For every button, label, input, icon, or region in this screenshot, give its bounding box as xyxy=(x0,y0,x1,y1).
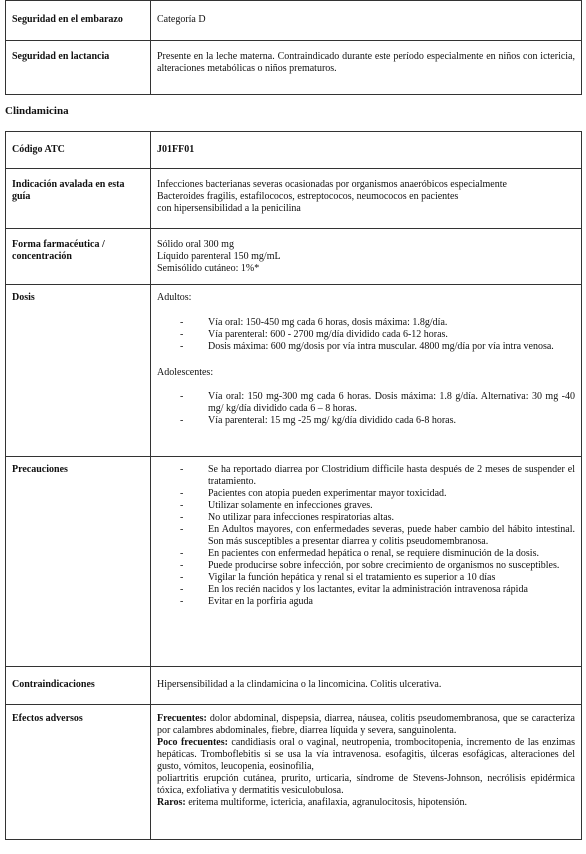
list-item: - Pacientes con atopia pueden experimentar mayor toxicidad. xyxy=(157,488,575,500)
efectos-value xyxy=(151,705,582,840)
dosis-label: Dosis xyxy=(6,285,151,457)
list-item: - Evitar en la porfiria aguda xyxy=(157,596,575,608)
raros-label: Raros: xyxy=(157,797,186,808)
list-item: - Vía parenteral: 15 mg -25 mg/ kg/día dividido cada 6-8 horas. xyxy=(157,415,575,427)
list-item: - Vía parenteral: 600 - 2700 mg/día dividido cada 6-12 horas. xyxy=(157,329,575,341)
poco-label: Poco frecuentes: xyxy=(157,737,228,748)
list-item: - Vía oral: 150-450 mg cada 6 horas, dosis máxima: 1.8g/día. xyxy=(157,317,575,329)
row-label-embarazo: Seguridad en el embarazo xyxy=(6,1,151,41)
adultos-list xyxy=(157,317,575,353)
forma-value xyxy=(151,229,582,285)
precauciones-list xyxy=(157,464,575,608)
list-item: - En los recién nacidos y los lactantes, evitar la administración intravenosa rápida xyxy=(157,584,575,596)
forma-line: Sólido oral 300 mg xyxy=(157,239,234,250)
forma-label xyxy=(6,229,151,285)
list-item: - En pacientes con enfermedad hepática o renal, se requiere disminución de la dosis. xyxy=(157,548,575,560)
atc-label: Código ATC xyxy=(6,132,151,169)
list-item: - Utilizar solamente en infecciones graves. xyxy=(157,500,575,512)
raros-text: eritema multiforme, ictericia, anafilaxia, agranulocitosis, hipotensión. xyxy=(185,797,467,808)
efectos-poco-cont: poliartritis erupción cutánea, prurito, urticaria, síndrome de Stevens-Johnson, necrólisis epidérmica tóxica, exfoliativa y dermatitis vesiculobulosa. xyxy=(157,773,575,796)
section-title: Clindamicina xyxy=(5,105,69,117)
list-item: - Vigilar la función hepática y renal si el tratamiento es superior a 10 días xyxy=(157,572,575,584)
row-value-embarazo: Categoría D xyxy=(151,1,582,41)
row-value-lactancia: Presente en la leche materna. Contraindicado durante este período especialmente en niños con ictericia, alteraciones metabólicas o niños prematuros. xyxy=(151,41,582,95)
adultos-label: Adultos: xyxy=(157,292,192,303)
frecuentes-text: dolor abdominal, dispepsia, diarrea, náusea, colitis pseudomembranosa, que se caracteriza por calambres abdominales, fiebre, diarrea líquida y severa, sanguinolenta. xyxy=(157,713,575,736)
forma-label-line: concentración xyxy=(12,251,72,262)
efectos-frecuentes xyxy=(157,713,575,737)
list-item: - Dosis máxima: 600 mg/dosis por vía intra muscular. 4800 mg/día por vía intra venosa. xyxy=(157,341,575,353)
poco-text: candidiasis oral o vaginal, neutropenia, trombocitopenia, incremento de las enzimas hepáticas. Tromboflebitis si se usa la vía intravenosa. esofagitis, úlceras esofágicas, alteraciones del gusto, vómitos, leucopenia, eosinofilia, xyxy=(157,737,575,772)
dosis-value xyxy=(151,285,582,457)
list-item: - Se ha reportado diarrea por Clostridium difficile hasta después de 2 meses de suspender el tratamiento. xyxy=(157,464,575,488)
frecuentes-label: Frecuentes: xyxy=(157,713,207,724)
indicacion-label: Indicación avalada en esta guía xyxy=(6,169,151,229)
list-item: - Vía oral: 150 mg-300 mg cada 6 horas. Dosis máxima: 1.8 g/día. Alternativa: 30 mg -40 mg/ kg/día dividido cada 6 – 8 horas. xyxy=(157,391,575,415)
list-item: - No utilizar para infecciones respiratorias altas. xyxy=(157,512,575,524)
atc-value: J01FF01 xyxy=(151,132,582,169)
efectos-label: Efectos adversos xyxy=(6,705,151,840)
adolescentes-list xyxy=(157,391,575,427)
forma-label-line: Forma farmacéutica / xyxy=(12,239,105,250)
efectos-poco xyxy=(157,737,575,773)
adolescentes-label: Adolescentes: xyxy=(157,367,214,378)
indicacion-line: Bacteroides fragilis, estafilococos, estreptococos, neumococos en pacientes xyxy=(157,191,459,202)
indicacion-value xyxy=(151,169,582,229)
forma-line: Líquido parenteral 150 mg/mL xyxy=(157,251,281,262)
list-item: - Puede producirse sobre infección, por sobre crecimiento de organismos no susceptibles. xyxy=(157,560,575,572)
contra-label: Contraindicaciones xyxy=(6,667,151,705)
list-item: - En Adultos mayores, con enfermedades severas, puede haber cambio del hábito intestinal. Son más susceptibles a presentar diarrea y colitis pseudomembranosa. xyxy=(157,524,575,548)
row-label-lactancia: Seguridad en lactancia xyxy=(6,41,151,95)
top-table xyxy=(5,0,582,95)
indicacion-line: Infecciones bacterianas severas ocasionadas por organismos anaeróbicos especialmente xyxy=(157,179,507,190)
drug-table xyxy=(5,131,582,840)
efectos-raros xyxy=(157,797,575,809)
precauciones-value xyxy=(151,457,582,667)
forma-line: Semisólido cutáneo: 1%* xyxy=(157,263,260,274)
precauciones-label: Precauciones xyxy=(6,457,151,667)
contra-value: Hipersensibilidad a la clindamicina o la lincomicina. Colitis ulcerativa. xyxy=(151,667,582,705)
indicacion-line: con hipersensibilidad a la penicilina xyxy=(157,203,301,214)
